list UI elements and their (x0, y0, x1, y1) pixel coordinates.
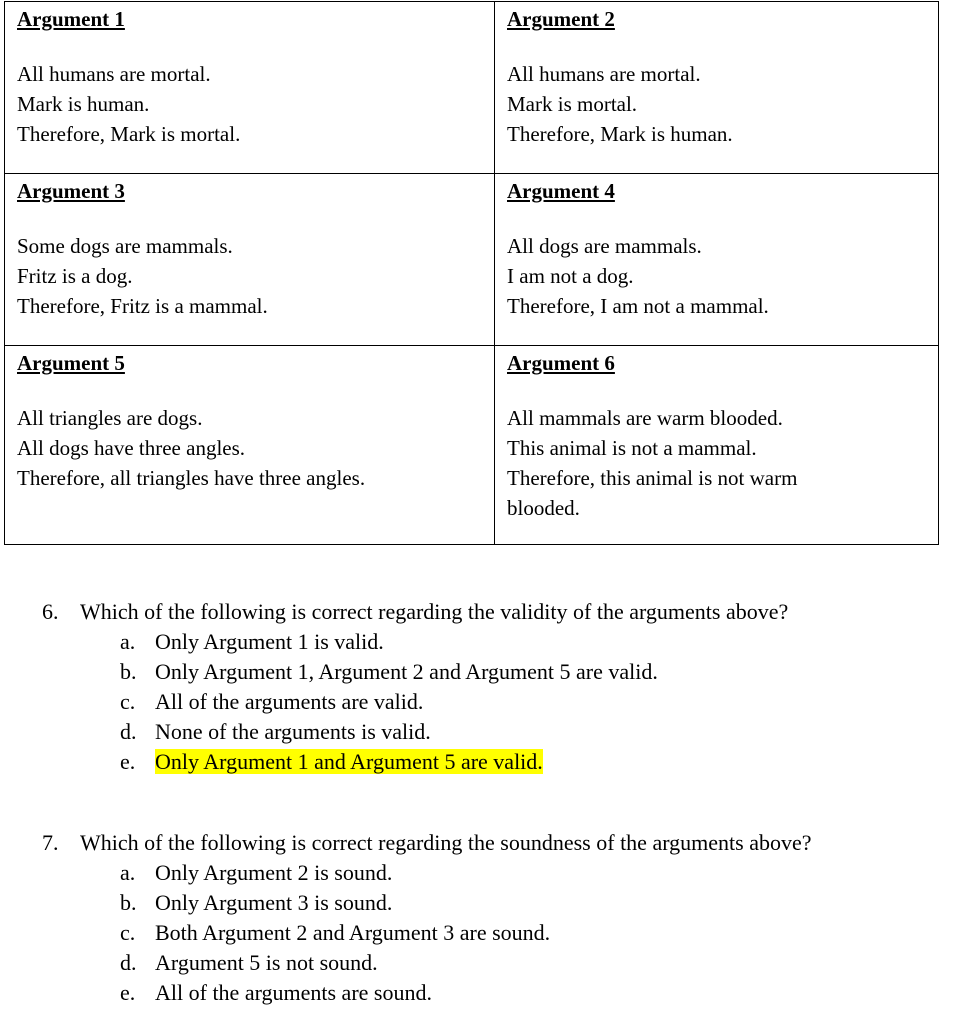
option-text: None of the arguments is valid. (155, 719, 431, 744)
option-letter: c. (120, 920, 136, 945)
argument-cell-1 (5, 2, 495, 174)
argument-title: Argument 4 (507, 179, 615, 203)
argument-cell-2 (495, 2, 939, 174)
option-letter: d. (120, 950, 137, 975)
option-text: Only Argument 2 is sound. (155, 860, 393, 885)
argument-cell-3 (5, 174, 495, 346)
argument-title: Argument 1 (17, 7, 125, 31)
question-number: 6. (42, 599, 59, 624)
answer-option (120, 627, 942, 657)
argument-cell-5 (5, 346, 495, 545)
argument-line: Therefore, this animal is not warm (507, 466, 798, 490)
argument-line: Therefore, Mark is human. (507, 122, 733, 146)
argument-line: Mark is human. (17, 92, 150, 116)
answer-option-highlighted (120, 747, 942, 777)
answer-option (120, 948, 942, 978)
question-6 (42, 597, 942, 777)
option-letter: a. (120, 860, 136, 885)
argument-line: This animal is not a mammal. (507, 436, 757, 460)
option-letter: a. (120, 629, 136, 654)
option-letter: b. (120, 890, 137, 915)
argument-line: blooded. (507, 496, 580, 520)
answer-options (42, 627, 942, 777)
question-text: Which of the following is correct regarding the validity of the arguments above? (80, 599, 789, 624)
option-text: All of the arguments are valid. (155, 689, 424, 714)
argument-line: Therefore, I am not a mammal. (507, 294, 769, 318)
argument-line: I am not a dog. (507, 264, 634, 288)
argument-cell-6 (495, 346, 939, 545)
argument-line: All humans are mortal. (17, 62, 211, 86)
argument-line: All dogs have three angles. (17, 436, 246, 460)
argument-line: All humans are mortal. (507, 62, 701, 86)
question-stem (42, 597, 942, 627)
argument-line: Mark is mortal. (507, 92, 638, 116)
answer-option (120, 918, 942, 948)
option-letter: b. (120, 659, 137, 684)
argument-title: Argument 2 (507, 7, 615, 31)
answer-option (120, 858, 942, 888)
table-row (5, 2, 939, 174)
option-letter: e. (120, 980, 136, 1005)
answer-option (120, 888, 942, 918)
option-text: All of the arguments are sound. (155, 980, 432, 1005)
question-stem (42, 828, 942, 858)
argument-line: All mammals are warm blooded. (507, 406, 783, 430)
argument-line: Therefore, Mark is mortal. (17, 122, 241, 146)
question-number: 7. (42, 830, 59, 855)
option-letter: d. (120, 719, 137, 744)
table-row (5, 346, 939, 545)
argument-title: Argument 6 (507, 351, 615, 375)
answer-options (42, 858, 942, 1008)
option-text: Argument 5 is not sound. (155, 950, 378, 975)
option-text: Only Argument 3 is sound. (155, 890, 393, 915)
option-letter: e. (120, 749, 136, 774)
highlighted-option-text: Only Argument 1 and Argument 5 are valid. (155, 749, 543, 774)
argument-line: Some dogs are mammals. (17, 234, 233, 258)
argument-title: Argument 3 (17, 179, 125, 203)
arguments-table (4, 1, 939, 545)
argument-line: All dogs are mammals. (507, 234, 702, 258)
argument-line: Therefore, all triangles have three angles. (17, 466, 366, 490)
answer-option (120, 657, 942, 687)
argument-title: Argument 5 (17, 351, 125, 375)
question-text: Which of the following is correct regarding the soundness of the arguments above? (80, 830, 812, 855)
argument-line: All triangles are dogs. (17, 406, 203, 430)
option-letter: c. (120, 689, 136, 714)
argument-cell-4 (495, 174, 939, 346)
answer-option (120, 978, 942, 1008)
answer-option (120, 717, 942, 747)
table-row (5, 174, 939, 346)
argument-line: Therefore, Fritz is a mammal. (17, 294, 268, 318)
option-text: Only Argument 1 is valid. (155, 629, 384, 654)
question-7 (42, 828, 942, 1008)
option-text: Only Argument 1, Argument 2 and Argument 5 are valid. (155, 659, 658, 684)
option-text: Both Argument 2 and Argument 3 are sound. (155, 920, 551, 945)
answer-option (120, 687, 942, 717)
argument-line: Fritz is a dog. (17, 264, 133, 288)
